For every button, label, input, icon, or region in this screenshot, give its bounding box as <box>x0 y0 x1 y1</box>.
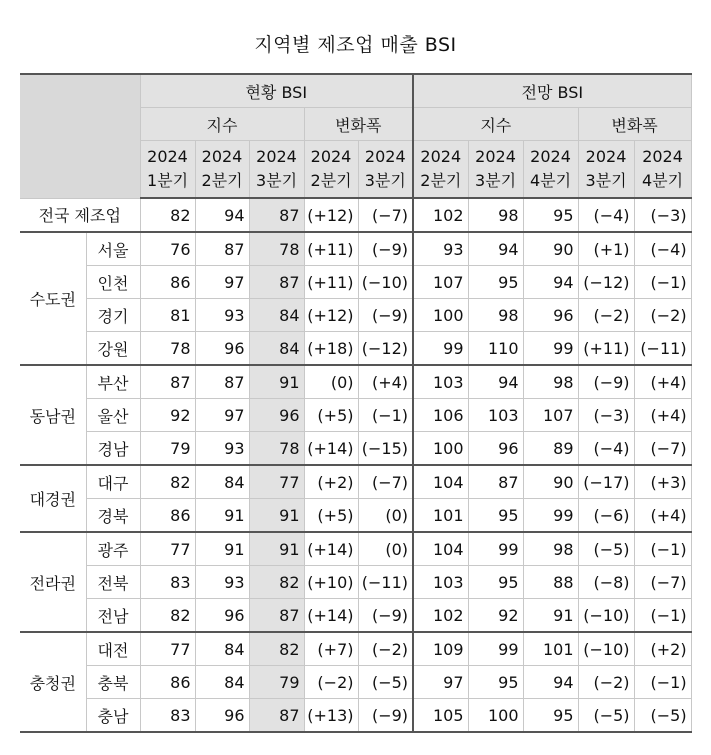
period-year: 2024 <box>475 147 516 166</box>
table-cell: 110 <box>468 332 523 366</box>
table-title: 지역별 제조업 매출 BSI <box>254 34 457 56</box>
table-cell: 99 <box>468 632 523 666</box>
table-cell: (−1) <box>634 599 691 633</box>
table-cell: 106 <box>413 399 468 432</box>
period-header <box>249 141 304 199</box>
table-cell: (−3) <box>578 399 634 432</box>
period-year: 2024 <box>642 147 683 166</box>
city-label: 경기 <box>86 299 140 332</box>
table-cell: (−1) <box>358 399 413 432</box>
table-cell: (−2) <box>578 666 634 699</box>
period-quarter: 3분기 <box>364 171 406 190</box>
table-cell: 84 <box>195 465 249 499</box>
table-cell: (−2) <box>634 299 691 332</box>
table-cell: 92 <box>468 599 523 633</box>
period-quarter: 3분기 <box>474 171 517 190</box>
city-label: 전남 <box>86 599 140 633</box>
table-cell: (−7) <box>358 198 413 232</box>
table-cell: 78 <box>140 332 195 366</box>
table-cell: 103 <box>413 365 468 399</box>
table-cell: (+4) <box>634 399 691 432</box>
header-outlook-change: 변화폭 <box>578 108 691 141</box>
period-quarter: 4분기 <box>529 171 572 190</box>
table-cell: (−7) <box>634 432 691 466</box>
table-cell: (0) <box>358 499 413 533</box>
table-cell: (−4) <box>578 432 634 466</box>
table-cell: 100 <box>468 699 523 733</box>
table-cell: 97 <box>413 666 468 699</box>
table-cell: (+4) <box>634 365 691 399</box>
table-cell: 96 <box>523 299 578 332</box>
table-cell: (−12) <box>358 332 413 366</box>
table-cell: (+11) <box>578 332 634 366</box>
table-row <box>20 499 691 533</box>
table-cell: 82 <box>249 566 304 599</box>
region-label: 전라권 <box>20 532 86 632</box>
table-cell: 98 <box>523 365 578 399</box>
city-label: 대구 <box>86 465 140 499</box>
table-cell: 86 <box>140 666 195 699</box>
header-outlook-index: 지수 <box>413 108 578 141</box>
table-row <box>20 632 691 666</box>
table-cell: 98 <box>468 299 523 332</box>
period-header <box>140 141 195 199</box>
period-year: 2024 <box>530 147 571 166</box>
table-cell: 95 <box>468 499 523 533</box>
table-cell: (−2) <box>304 666 358 699</box>
table-cell: (−2) <box>358 632 413 666</box>
city-label: 경남 <box>86 432 140 466</box>
table-cell: (−5) <box>578 532 634 566</box>
table-cell: 87 <box>195 232 249 266</box>
region-label: 충청권 <box>20 632 86 732</box>
header-current-bsi: 현황 BSI <box>140 74 413 108</box>
city-label: 부산 <box>86 365 140 399</box>
region-label: 대경권 <box>20 465 86 532</box>
table-cell: 87 <box>249 198 304 232</box>
table-cell: (−10) <box>358 266 413 299</box>
table-cell: 101 <box>413 499 468 533</box>
period-quarter: 3분기 <box>585 171 627 190</box>
table-cell: (−4) <box>578 198 634 232</box>
table-cell: (+12) <box>304 299 358 332</box>
table-cell: (+18) <box>304 332 358 366</box>
table-cell: 93 <box>195 299 249 332</box>
table-row <box>20 198 691 232</box>
table-cell: (−9) <box>578 365 634 399</box>
city-label: 서울 <box>86 232 140 266</box>
table-cell: (+4) <box>634 499 691 533</box>
table-cell: 86 <box>140 499 195 533</box>
city-label: 강원 <box>86 332 140 366</box>
national-label: 전국 제조업 <box>20 198 140 232</box>
table-cell: 84 <box>249 299 304 332</box>
table-cell: (0) <box>358 532 413 566</box>
table-cell: (+11) <box>304 266 358 299</box>
period-header <box>358 141 413 199</box>
table-cell: 95 <box>523 198 578 232</box>
table-cell: 96 <box>249 399 304 432</box>
period-year: 2024 <box>310 147 352 166</box>
period-quarter: 4분기 <box>642 171 684 190</box>
table-cell: 97 <box>195 266 249 299</box>
city-label: 경북 <box>86 499 140 533</box>
period-year: 2024 <box>201 147 243 166</box>
table-cell: 79 <box>249 666 304 699</box>
header-corner <box>20 74 140 198</box>
table-cell: (−17) <box>578 465 634 499</box>
table-cell: 90 <box>523 465 578 499</box>
table-cell: 103 <box>468 399 523 432</box>
table-cell: (−12) <box>578 266 634 299</box>
table-cell: (+5) <box>304 499 358 533</box>
table-cell: (+14) <box>304 532 358 566</box>
table-cell: 101 <box>523 632 578 666</box>
table-cell: 94 <box>523 666 578 699</box>
header-outlook-bsi: 전망 BSI <box>413 74 691 108</box>
table-cell: (+2) <box>304 465 358 499</box>
table-cell: 84 <box>249 332 304 366</box>
table-cell: 93 <box>413 232 468 266</box>
period-header <box>413 141 468 199</box>
table-cell: 94 <box>468 365 523 399</box>
city-label: 광주 <box>86 532 140 566</box>
table-cell: 91 <box>195 499 249 533</box>
table-cell: 98 <box>468 198 523 232</box>
period-header <box>304 141 358 199</box>
table-cell: 100 <box>413 299 468 332</box>
table-cell: (−9) <box>358 699 413 733</box>
table-row <box>20 266 691 299</box>
table-cell: (+13) <box>304 699 358 733</box>
table-cell: (−10) <box>578 599 634 633</box>
header-current-index: 지수 <box>140 108 304 141</box>
table-cell: (−1) <box>634 532 691 566</box>
table-cell: 104 <box>413 465 468 499</box>
table-row <box>20 465 691 499</box>
period-year: 2024 <box>585 147 627 166</box>
table-cell: (+14) <box>304 432 358 466</box>
table-row <box>20 365 691 399</box>
table-cell: 107 <box>413 266 468 299</box>
table-cell: 84 <box>195 666 249 699</box>
table-cell: 91 <box>523 599 578 633</box>
table-cell: 98 <box>523 532 578 566</box>
table-cell: 93 <box>195 432 249 466</box>
table-cell: 91 <box>249 532 304 566</box>
table-cell: 94 <box>523 266 578 299</box>
table-cell: 90 <box>523 232 578 266</box>
table-cell: (−3) <box>634 198 691 232</box>
table-cell: (−10) <box>578 632 634 666</box>
table-cell: 76 <box>140 232 195 266</box>
city-label: 울산 <box>86 399 140 432</box>
table-cell: 77 <box>249 465 304 499</box>
table-cell: (+2) <box>634 632 691 666</box>
table-cell: 78 <box>249 232 304 266</box>
table-cell: 91 <box>249 499 304 533</box>
table-cell: 95 <box>468 266 523 299</box>
table-cell: 109 <box>413 632 468 666</box>
bsi-table <box>20 73 692 733</box>
table-cell: (+14) <box>304 599 358 633</box>
table-cell: (−9) <box>358 232 413 266</box>
table-cell: 97 <box>195 399 249 432</box>
table-cell: 103 <box>413 566 468 599</box>
table-row <box>20 399 691 432</box>
table-cell: 104 <box>413 532 468 566</box>
table-row <box>20 699 691 733</box>
table-row <box>20 299 691 332</box>
table-cell: 96 <box>195 332 249 366</box>
table-cell: (−9) <box>358 299 413 332</box>
table-cell: 95 <box>523 699 578 733</box>
table-cell: (−6) <box>578 499 634 533</box>
table-cell: 95 <box>468 666 523 699</box>
table-cell: 105 <box>413 699 468 733</box>
city-label: 충북 <box>86 666 140 699</box>
table-cell: (−11) <box>634 332 691 366</box>
table-cell: 99 <box>468 532 523 566</box>
table-cell: 77 <box>140 632 195 666</box>
table-cell: 100 <box>413 432 468 466</box>
table-cell: (+5) <box>304 399 358 432</box>
table-row <box>20 599 691 633</box>
table-row <box>20 332 691 366</box>
table-cell: (+4) <box>358 365 413 399</box>
table-cell: 94 <box>468 232 523 266</box>
table-cell: 96 <box>195 699 249 733</box>
table-cell: (−1) <box>634 666 691 699</box>
table-cell: 99 <box>413 332 468 366</box>
period-quarter: 2분기 <box>201 171 243 190</box>
period-quarter: 2분기 <box>310 171 352 190</box>
city-label: 인천 <box>86 266 140 299</box>
table-cell: 83 <box>140 566 195 599</box>
table-cell: (−2) <box>578 299 634 332</box>
table-cell: 82 <box>140 465 195 499</box>
table-cell: (−4) <box>634 232 691 266</box>
period-quarter: 3분기 <box>255 171 298 190</box>
table-cell: (−7) <box>358 465 413 499</box>
table-cell: 94 <box>195 198 249 232</box>
table-cell: 92 <box>140 399 195 432</box>
city-label: 충남 <box>86 699 140 733</box>
table-cell: 82 <box>249 632 304 666</box>
table-cell: 93 <box>195 566 249 599</box>
period-header <box>468 141 523 199</box>
table-cell: (−7) <box>634 566 691 599</box>
table-cell: (0) <box>304 365 358 399</box>
table-cell: 84 <box>195 632 249 666</box>
table-cell: 96 <box>195 599 249 633</box>
table-cell: (+3) <box>634 465 691 499</box>
table-cell: (+11) <box>304 232 358 266</box>
table-cell: (−9) <box>358 599 413 633</box>
period-year: 2024 <box>147 147 188 166</box>
table-cell: (−5) <box>634 699 691 733</box>
table-cell: 102 <box>413 198 468 232</box>
period-year: 2024 <box>364 147 406 166</box>
table-cell: 77 <box>140 532 195 566</box>
table-cell: 96 <box>468 432 523 466</box>
city-label: 대전 <box>86 632 140 666</box>
period-header <box>195 141 249 199</box>
table-cell: 91 <box>249 365 304 399</box>
table-cell: 95 <box>468 566 523 599</box>
table-cell: (+7) <box>304 632 358 666</box>
table-cell: 102 <box>413 599 468 633</box>
table-cell: (−5) <box>358 666 413 699</box>
table-cell: 87 <box>249 699 304 733</box>
table-row <box>20 532 691 566</box>
region-label: 수도권 <box>20 232 86 365</box>
period-quarter: 2분기 <box>420 171 462 190</box>
table-cell: (−11) <box>358 566 413 599</box>
table-cell: 87 <box>249 266 304 299</box>
table-row <box>20 232 691 266</box>
table-cell: 91 <box>195 532 249 566</box>
region-label: 동남권 <box>20 365 86 465</box>
table-cell: 99 <box>523 499 578 533</box>
table-cell: (+10) <box>304 566 358 599</box>
table-cell: 107 <box>523 399 578 432</box>
table-cell: 79 <box>140 432 195 466</box>
table-cell: (−5) <box>578 699 634 733</box>
table-row <box>20 666 691 699</box>
table-cell: 83 <box>140 699 195 733</box>
header-current-change: 변화폭 <box>304 108 413 141</box>
period-year: 2024 <box>256 147 297 166</box>
table-cell: (−8) <box>578 566 634 599</box>
period-header <box>523 141 578 199</box>
table-cell: 87 <box>140 365 195 399</box>
city-label: 전북 <box>86 566 140 599</box>
table-cell: 89 <box>523 432 578 466</box>
table-row <box>20 432 691 466</box>
period-quarter: 1분기 <box>146 171 189 190</box>
period-header <box>634 141 691 199</box>
table-cell: 88 <box>523 566 578 599</box>
table-cell: (−1) <box>634 266 691 299</box>
table-cell: 87 <box>468 465 523 499</box>
period-year: 2024 <box>420 147 462 166</box>
table-cell: (+1) <box>578 232 634 266</box>
table-cell: 87 <box>195 365 249 399</box>
table-cell: 82 <box>140 198 195 232</box>
table-cell: 86 <box>140 266 195 299</box>
table-cell: 99 <box>523 332 578 366</box>
table-cell: 78 <box>249 432 304 466</box>
table-cell: 87 <box>249 599 304 633</box>
period-header <box>578 141 634 199</box>
table-cell: (+12) <box>304 198 358 232</box>
table-cell: 82 <box>140 599 195 633</box>
table-cell: 81 <box>140 299 195 332</box>
table-cell: (−15) <box>358 432 413 466</box>
table-row <box>20 566 691 599</box>
